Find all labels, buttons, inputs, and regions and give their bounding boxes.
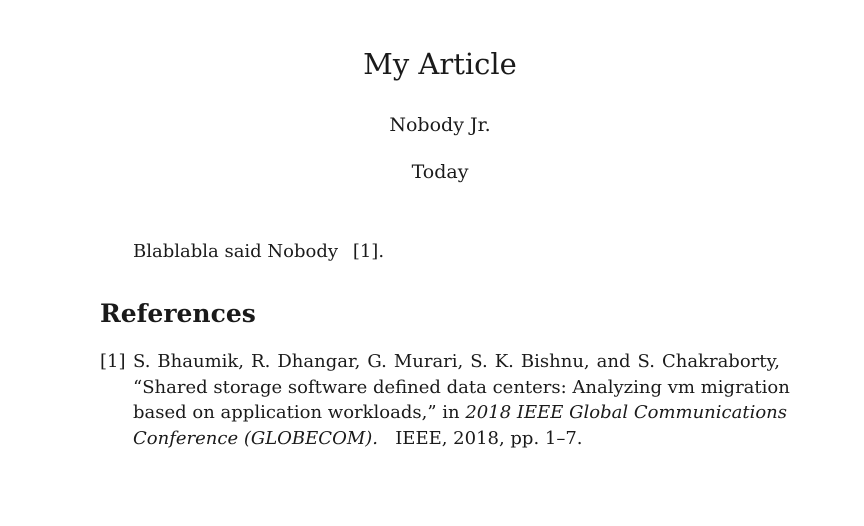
reference-venue-part-2: Conference (GLOBECOM). — [133, 427, 379, 449]
reference-line-4 — [133, 426, 780, 452]
reference-label: [1] — [100, 351, 126, 372]
reference-line-1: S. Bhaumik, R. Dhangar, G. Murari, S. K. Bishnu, and S. Chakraborty, — [133, 351, 780, 372]
article-title: My Article — [363, 47, 517, 81]
body-end-punct: . — [378, 241, 385, 262]
body-paragraph — [133, 239, 384, 265]
reference-line-2: “Shared storage software defined data centers: Analyzing vm migration — [133, 376, 790, 398]
reference-line-3-plain: based on application workloads,” in — [133, 402, 460, 423]
reference-line-3 — [133, 400, 788, 426]
references-heading: References — [100, 299, 256, 328]
reference-venue-part-1: 2018 IEEE Global Communications — [465, 402, 788, 423]
body-text: Blablabla said Nobody — [133, 241, 339, 262]
article-author: Nobody Jr. — [389, 114, 491, 136]
reference-publisher-pages: IEEE, 2018, pp. 1–7. — [395, 427, 583, 449]
reference-text — [133, 349, 790, 451]
citation-link[interactable]: [1] — [352, 241, 379, 262]
article-date: Today — [411, 161, 469, 183]
reference-entry — [100, 349, 790, 451]
